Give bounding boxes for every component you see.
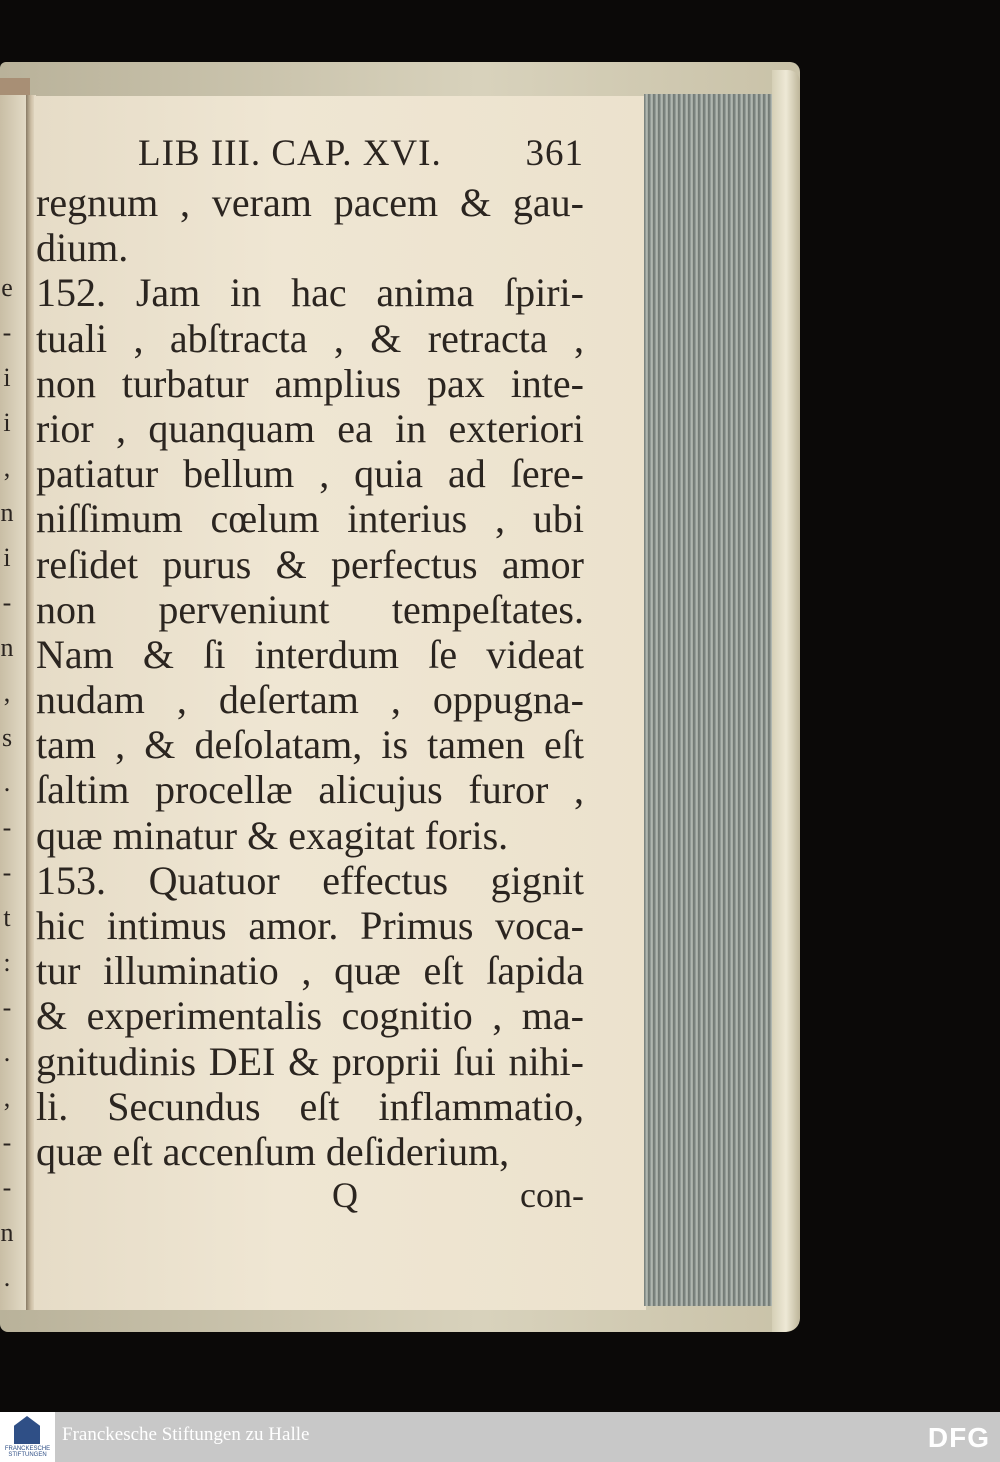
left-margin-fragment: - — [2, 588, 12, 617]
running-header — [36, 132, 584, 180]
page-fore-edge — [644, 94, 778, 1306]
left-margin-fragment: , — [3, 453, 11, 482]
page-number: 361 — [525, 133, 584, 174]
building-icon — [14, 1416, 40, 1444]
text-line: gnitudinis DEI & proprii ſui nihi- — [36, 1038, 584, 1084]
left-margin-fragment: e — [1, 273, 13, 302]
left-margin-fragment: n — [0, 633, 14, 662]
dfg-logo: DFG — [927, 1422, 990, 1453]
left-margin-fragment: i — [3, 363, 11, 392]
left-margin-fragment: i — [3, 543, 11, 572]
text-line: quæ minatur & exagitat foris. — [36, 812, 509, 858]
body-text — [36, 180, 584, 1174]
left-margin-fragment: - — [2, 1128, 12, 1157]
left-page-sliver — [0, 95, 28, 1310]
text-line: rior , quanquam ea in exteriori — [36, 405, 584, 451]
text-line: li. Secundus eſt inflammatio, — [36, 1083, 584, 1129]
left-margin-fragment: , — [3, 1083, 11, 1112]
text-line: Nam & ſi interdum ſe videat — [36, 631, 584, 677]
left-margin-fragment: - — [2, 1173, 12, 1202]
text-line: tuali , abſtracta , & retracta , — [36, 315, 584, 361]
institution-logo — [0, 1412, 55, 1462]
text-line: 153. Quatuor effectus gignit — [36, 857, 584, 903]
left-margin-fragment: - — [2, 318, 12, 347]
institution-name: Franckesche Stiftungen zu Halle — [62, 1424, 310, 1445]
text-line: ſaltim procellæ alicujus furor , — [36, 767, 584, 813]
text-line: & experimentalis cognitio , ma- — [36, 993, 584, 1039]
left-margin-fragment: . — [3, 768, 11, 797]
left-margin-fragment: : — [3, 948, 11, 977]
left-margin-fragment: - — [2, 858, 12, 887]
left-margin-fragment: . — [3, 1263, 11, 1292]
page-text — [36, 132, 584, 1224]
text-line: dium. — [36, 225, 129, 271]
left-margin-fragment: n — [0, 1218, 14, 1247]
left-margin-fragment: n — [0, 498, 14, 527]
text-line: tam , & deſolatam, is tamen eſt — [36, 722, 584, 768]
text-line: non turbatur amplius pax inte- — [36, 360, 584, 406]
cover-edge — [772, 70, 800, 1332]
text-line: patiatur bellum , quia ad ſere- — [36, 451, 584, 497]
left-margin-text — [0, 273, 14, 1308]
text-line: tur illuminatio , quæ eſt ſapida — [36, 948, 584, 994]
left-margin-fragment: - — [2, 993, 12, 1022]
left-margin-fragment: - — [2, 813, 12, 842]
left-margin-fragment: t — [3, 903, 11, 932]
text-line: hic intimus amor. Primus voca- — [36, 903, 584, 948]
left-margin-fragment: , — [3, 678, 11, 707]
catchword: con- — [520, 1175, 584, 1216]
text-line: niſſimum cœlum interius , ubi — [36, 496, 584, 542]
left-margin-fragment: i — [3, 408, 11, 437]
text-line: reſidet purus & perfectus amor — [36, 541, 584, 587]
left-margin-fragment: s — [1, 723, 13, 752]
text-line: regnum , veram pacem & gau- — [36, 180, 584, 225]
text-line: nudam , deſertam , oppugna- — [36, 677, 584, 723]
page-foot — [36, 1174, 584, 1224]
logo-text: FRANCKESCHE STIFTUNGEN — [4, 1446, 51, 1458]
left-margin-fragment: . — [3, 1038, 11, 1067]
running-title: LIB III. CAP. XVI. — [138, 133, 442, 174]
text-line: 152. Jam in hac anima ſpiri- — [36, 270, 584, 316]
footer-bar — [0, 1412, 1000, 1462]
text-line: non perveniunt tempeſtates. — [36, 586, 584, 632]
text-line: quæ eſt accenſum deſiderium, — [36, 1128, 510, 1174]
signature-mark: Q — [332, 1175, 358, 1216]
